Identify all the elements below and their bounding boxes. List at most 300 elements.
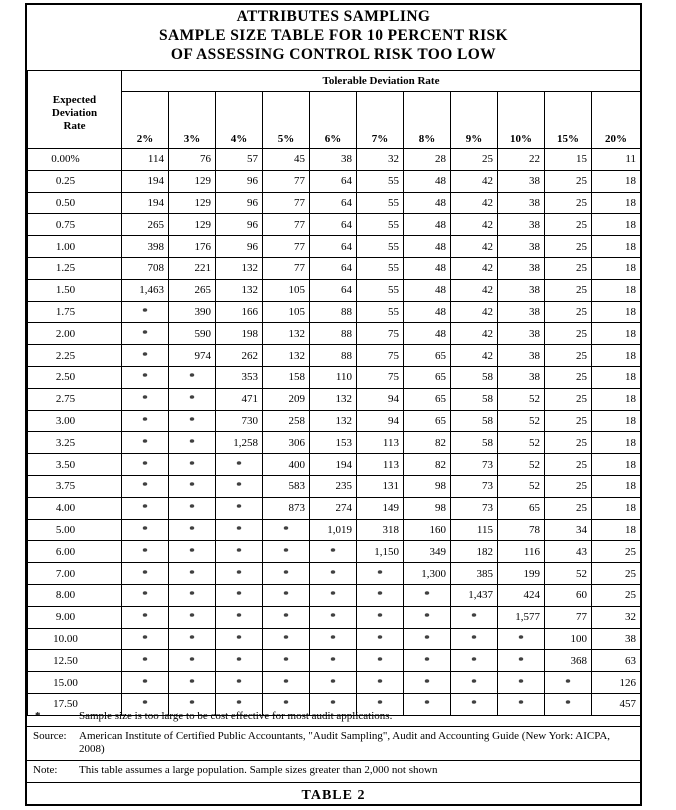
table-row — [28, 519, 641, 541]
sample-size-cell: 368 — [545, 650, 592, 672]
sample-size-cell: 25 — [545, 454, 592, 476]
sample-size-cell: * — [404, 693, 451, 715]
table-row — [28, 563, 641, 585]
table-body — [28, 149, 641, 716]
sample-size-cell: 113 — [357, 454, 404, 476]
sample-size-cell: 75 — [357, 345, 404, 367]
sample-size-cell: 34 — [545, 519, 592, 541]
sample-size-cell: * — [122, 628, 169, 650]
sample-size-cell: 131 — [357, 475, 404, 497]
sample-size-cell: 77 — [263, 192, 310, 214]
row-header-line: Rate — [63, 119, 86, 132]
sample-size-cell: 274 — [310, 497, 357, 519]
sample-size-cell: 182 — [451, 541, 498, 563]
sample-size-cell: 18 — [592, 454, 641, 476]
deviation-rate-cell: 1.50 — [28, 279, 122, 301]
sample-size-cell: 160 — [404, 519, 451, 541]
sample-size-cell: 199 — [498, 563, 545, 585]
sample-size-cell: 265 — [122, 214, 169, 236]
sample-size-cell: 18 — [592, 410, 641, 432]
sample-size-cell: * — [310, 563, 357, 585]
sample-size-cell: 55 — [357, 236, 404, 258]
sample-size-cell: * — [310, 650, 357, 672]
row-header-line: Deviation — [51, 106, 98, 119]
sample-size-cell: 65 — [404, 410, 451, 432]
title-line-2: SAMPLE SIZE TABLE FOR 10 PERCENT RISK — [159, 27, 508, 44]
sample-size-cell: * — [404, 606, 451, 628]
sample-size-cell: 55 — [357, 257, 404, 279]
deviation-rate-cell: 3.75 — [28, 475, 122, 497]
sample-size-cell: 38 — [498, 345, 545, 367]
sample-size-cell: 25 — [545, 388, 592, 410]
sample-size-cell: 98 — [404, 497, 451, 519]
sample-size-cell: 194 — [122, 192, 169, 214]
band-blank-cell — [28, 71, 122, 92]
sample-size-cell: 42 — [451, 192, 498, 214]
row-header-line: Expected — [52, 93, 97, 106]
sample-size-cell: 55 — [357, 192, 404, 214]
sample-size-cell: * — [263, 541, 310, 563]
sample-size-cell: 1,258 — [216, 432, 263, 454]
asterisk-text: Sample size is too large to be cost effective for most audit applications. — [79, 710, 393, 722]
sample-size-cell: * — [310, 628, 357, 650]
table-row — [28, 279, 641, 301]
asterisk-key: * — [35, 710, 41, 722]
sample-size-cell: 48 — [404, 170, 451, 192]
sample-size-cell: * — [498, 672, 545, 694]
sample-size-cell: * — [263, 650, 310, 672]
sample-size-cell: 194 — [122, 170, 169, 192]
table-label: TABLE 2 — [301, 788, 366, 803]
sample-size-cell: 398 — [122, 236, 169, 258]
sample-size-cell: 55 — [357, 279, 404, 301]
sample-size-cell: 42 — [451, 236, 498, 258]
sample-size-cell: * — [216, 606, 263, 628]
sample-size-cell: 114 — [122, 149, 169, 171]
sample-size-cell: 38 — [498, 323, 545, 345]
sample-size-cell: * — [451, 650, 498, 672]
sample-size-cell: 96 — [216, 192, 263, 214]
sample-size-cell: 82 — [404, 454, 451, 476]
table-row — [28, 650, 641, 672]
sample-size-cell: 110 — [310, 366, 357, 388]
sample-size-cell: 25 — [592, 563, 641, 585]
sample-size-cell: * — [122, 650, 169, 672]
sample-size-cell: * — [122, 606, 169, 628]
sample-size-cell: 48 — [404, 236, 451, 258]
sample-size-cell: 73 — [451, 454, 498, 476]
sample-size-cell: * — [122, 672, 169, 694]
sample-size-cell: * — [122, 475, 169, 497]
sample-size-cell: * — [216, 693, 263, 715]
sample-size-cell: 55 — [357, 214, 404, 236]
sample-size-cell: 129 — [169, 170, 216, 192]
sample-size-cell: * — [357, 672, 404, 694]
sample-size-cell: 1,463 — [122, 279, 169, 301]
sample-size-cell: * — [498, 628, 545, 650]
sample-size-cell: 52 — [498, 454, 545, 476]
sample-size-cell: 262 — [216, 345, 263, 367]
sample-size-cell: 11 — [592, 149, 641, 171]
sample-size-cell: 1,300 — [404, 563, 451, 585]
sample-size-cell: 82 — [404, 432, 451, 454]
sample-size-cell: * — [169, 628, 216, 650]
sample-size-cell: * — [216, 519, 263, 541]
sample-size-cell: 42 — [451, 301, 498, 323]
sample-size-cell: 18 — [592, 475, 641, 497]
sample-size-cell: * — [122, 366, 169, 388]
sample-size-cell: 42 — [451, 214, 498, 236]
sample-size-cell: 209 — [263, 388, 310, 410]
sample-size-cell: 43 — [545, 541, 592, 563]
table-row — [28, 541, 641, 563]
sample-size-cell: * — [357, 606, 404, 628]
sample-size-cell: 38 — [498, 279, 545, 301]
sample-size-cell: 113 — [357, 432, 404, 454]
deviation-rate-cell: 12.50 — [28, 650, 122, 672]
sample-size-cell: 25 — [545, 410, 592, 432]
sample-size-cell: 25 — [545, 214, 592, 236]
sample-size-cell: 63 — [592, 650, 641, 672]
sample-size-cell: 25 — [545, 236, 592, 258]
sample-size-cell: 390 — [169, 301, 216, 323]
sample-size-cell: * — [404, 650, 451, 672]
sample-size-cell: 1,437 — [451, 584, 498, 606]
note-footnote — [27, 761, 640, 783]
sample-size-cell: 48 — [404, 192, 451, 214]
sample-size-cell: * — [169, 650, 216, 672]
sample-size-cell: 105 — [263, 301, 310, 323]
sample-size-cell: 15 — [545, 149, 592, 171]
sample-size-cell: * — [216, 628, 263, 650]
sample-size-cell: 73 — [451, 475, 498, 497]
sample-size-cell: 98 — [404, 475, 451, 497]
sample-size-cell: 55 — [357, 170, 404, 192]
sample-size-cell: 42 — [451, 170, 498, 192]
sample-size-cell: 64 — [310, 192, 357, 214]
sample-size-cell: 58 — [451, 410, 498, 432]
sample-size-cell: * — [122, 584, 169, 606]
column-header: 7% — [357, 92, 404, 149]
sample-size-cell: 132 — [216, 257, 263, 279]
sample-size-cell: 64 — [310, 236, 357, 258]
sample-size-cell: 730 — [216, 410, 263, 432]
sample-size-cell: 32 — [592, 606, 641, 628]
sample-size-cell: * — [310, 693, 357, 715]
sample-size-cell: * — [169, 475, 216, 497]
sample-size-cell: * — [357, 650, 404, 672]
sample-size-cell: 94 — [357, 410, 404, 432]
table-row — [28, 170, 641, 192]
sample-size-cell: 100 — [545, 628, 592, 650]
sample-size-cell: * — [498, 650, 545, 672]
sample-size-cell: 38 — [498, 301, 545, 323]
column-header: 8% — [404, 92, 451, 149]
note-key: Note: — [33, 764, 58, 776]
sample-size-cell: * — [451, 672, 498, 694]
sample-size-cell: 25 — [545, 170, 592, 192]
deviation-rate-cell: 2.00 — [28, 323, 122, 345]
sample-size-cell: 77 — [263, 236, 310, 258]
column-header-row — [28, 92, 641, 149]
sample-size-cell: 25 — [545, 345, 592, 367]
sample-size-cell: 25 — [545, 475, 592, 497]
sample-size-cell: 65 — [404, 388, 451, 410]
sample-size-cell: 132 — [263, 323, 310, 345]
sample-size-cell: 38 — [498, 192, 545, 214]
sample-size-cell: 73 — [451, 497, 498, 519]
sample-size-cell: 38 — [498, 236, 545, 258]
column-header: 3% — [169, 92, 216, 149]
sample-size-cell: * — [310, 584, 357, 606]
sample-size-cell: * — [263, 672, 310, 694]
sample-size-cell: 48 — [404, 323, 451, 345]
table-row — [28, 672, 641, 694]
sample-size-cell: * — [169, 366, 216, 388]
sample-size-cell: * — [169, 454, 216, 476]
sample-size-cell: * — [357, 693, 404, 715]
deviation-rate-cell: 3.00 — [28, 410, 122, 432]
sample-size-cell: 52 — [545, 563, 592, 585]
sample-size-cell: * — [122, 541, 169, 563]
sample-size-cell: 873 — [263, 497, 310, 519]
sample-size-cell: 42 — [451, 279, 498, 301]
sample-size-cell: * — [263, 606, 310, 628]
sample-size-cell: 126 — [592, 672, 641, 694]
sample-size-cell: 77 — [545, 606, 592, 628]
sample-size-cell: 1,577 — [498, 606, 545, 628]
sample-size-cell: 42 — [451, 345, 498, 367]
sample-size-cell: 221 — [169, 257, 216, 279]
sample-size-cell: 45 — [263, 149, 310, 171]
sample-size-cell: * — [169, 519, 216, 541]
deviation-rate-cell: 10.00 — [28, 628, 122, 650]
sample-size-cell: * — [404, 584, 451, 606]
sample-size-cell: 77 — [263, 214, 310, 236]
deviation-rate-cell: 9.00 — [28, 606, 122, 628]
sample-size-cell: 48 — [404, 279, 451, 301]
sample-size-cell: 132 — [216, 279, 263, 301]
table-row — [28, 192, 641, 214]
sample-size-cell: * — [357, 628, 404, 650]
sample-size-cell: 18 — [592, 388, 641, 410]
sample-size-cell: 25 — [451, 149, 498, 171]
sample-size-cell: * — [545, 693, 592, 715]
sample-size-cell: * — [122, 301, 169, 323]
sample-size-cell: 38 — [498, 214, 545, 236]
deviation-rate-cell: 1.25 — [28, 257, 122, 279]
sample-size-cell: 28 — [404, 149, 451, 171]
note-text: This table assumes a large population. Sample sizes greater than 2,000 not shown — [79, 764, 438, 776]
sample-size-cell: 22 — [498, 149, 545, 171]
sample-size-cell: 708 — [122, 257, 169, 279]
sample-size-cell: 349 — [404, 541, 451, 563]
sample-size-cell: 65 — [498, 497, 545, 519]
sample-size-cell: * — [169, 563, 216, 585]
sample-size-cell: * — [263, 563, 310, 585]
sample-size-cell: 471 — [216, 388, 263, 410]
column-header: 20% — [592, 92, 641, 149]
sample-size-cell: * — [451, 693, 498, 715]
column-header: 9% — [451, 92, 498, 149]
deviation-rate-cell: 0.75 — [28, 214, 122, 236]
sample-size-cell: 18 — [592, 519, 641, 541]
deviation-rate-cell: 6.00 — [28, 541, 122, 563]
sample-size-cell: 400 — [263, 454, 310, 476]
sample-size-cell: 18 — [592, 192, 641, 214]
sample-size-cell: 1,150 — [357, 541, 404, 563]
sample-size-cell: 25 — [545, 279, 592, 301]
table-row — [28, 475, 641, 497]
sample-size-cell: 52 — [498, 432, 545, 454]
sample-size-cell: 18 — [592, 323, 641, 345]
sample-size-cell: 457 — [592, 693, 641, 715]
table-row — [28, 388, 641, 410]
sample-size-cell: 18 — [592, 257, 641, 279]
table-row — [28, 257, 641, 279]
deviation-rate-cell: 0.00% — [28, 149, 122, 171]
title-line-1: ATTRIBUTES SAMPLING — [236, 8, 431, 25]
table-row — [28, 454, 641, 476]
sample-size-cell: 75 — [357, 366, 404, 388]
deviation-rate-cell: 2.50 — [28, 366, 122, 388]
sample-size-cell: 18 — [592, 366, 641, 388]
table-row — [28, 214, 641, 236]
sample-size-cell: 18 — [592, 345, 641, 367]
sample-size-cell: * — [263, 519, 310, 541]
sample-size-cell: * — [169, 497, 216, 519]
sample-size-cell: * — [216, 475, 263, 497]
sample-size-cell: * — [216, 541, 263, 563]
sample-size-cell: 77 — [263, 170, 310, 192]
sample-size-cell: 318 — [357, 519, 404, 541]
sample-size-cell: 105 — [263, 279, 310, 301]
sample-size-cell: 153 — [310, 432, 357, 454]
sample-size-cell: 88 — [310, 323, 357, 345]
sample-size-cell: * — [122, 410, 169, 432]
column-header: 2% — [122, 92, 169, 149]
sample-size-cell: 77 — [263, 257, 310, 279]
sample-size-cell: 42 — [451, 323, 498, 345]
sample-size-table — [27, 70, 641, 716]
sample-size-cell: * — [216, 672, 263, 694]
sample-size-cell: 65 — [404, 366, 451, 388]
sample-size-cell: 25 — [545, 366, 592, 388]
sample-size-cell: 38 — [498, 366, 545, 388]
sample-size-cell: 25 — [545, 432, 592, 454]
source-text: American Institute of Certified Public Accountants, "Audit Sampling", Audit and Accounting Guide (New York: AICPA, 2008) — [79, 730, 611, 755]
sample-size-cell: 75 — [357, 323, 404, 345]
tolerable-rate-header: Tolerable Deviation Rate — [122, 71, 641, 92]
title-line-3: OF ASSESSING CONTROL RISK TOO LOW — [170, 46, 497, 63]
deviation-rate-cell: 1.75 — [28, 301, 122, 323]
sample-size-cell: * — [169, 584, 216, 606]
sample-size-cell: * — [122, 432, 169, 454]
table-row — [28, 497, 641, 519]
sample-size-cell: 65 — [404, 345, 451, 367]
sample-size-cell: * — [169, 606, 216, 628]
sample-size-cell: * — [545, 672, 592, 694]
sample-size-cell: * — [498, 693, 545, 715]
sample-size-cell: 18 — [592, 170, 641, 192]
document-frame — [25, 3, 642, 806]
sample-size-cell: * — [169, 541, 216, 563]
sample-size-cell: 76 — [169, 149, 216, 171]
sample-size-cell: 96 — [216, 214, 263, 236]
sample-size-cell: 18 — [592, 432, 641, 454]
sample-size-cell: * — [310, 672, 357, 694]
sample-size-cell: 38 — [498, 170, 545, 192]
sample-size-cell: 25 — [592, 541, 641, 563]
source-key: Source: — [33, 730, 67, 742]
document-title — [27, 7, 640, 64]
sample-size-cell: 158 — [263, 366, 310, 388]
column-header: 15% — [545, 92, 592, 149]
sample-size-cell: * — [404, 628, 451, 650]
sample-size-cell: 32 — [357, 149, 404, 171]
sample-size-cell: * — [122, 563, 169, 585]
sample-size-cell: 25 — [545, 323, 592, 345]
sample-size-cell: 58 — [451, 388, 498, 410]
sample-size-cell: 58 — [451, 366, 498, 388]
table-row — [28, 410, 641, 432]
column-header: 4% — [216, 92, 263, 149]
deviation-rate-cell: 8.00 — [28, 584, 122, 606]
sample-size-cell: * — [216, 497, 263, 519]
sample-size-cell: * — [451, 628, 498, 650]
sample-size-cell: * — [263, 693, 310, 715]
sample-size-cell: 48 — [404, 257, 451, 279]
sample-size-cell: 58 — [451, 432, 498, 454]
sample-size-cell: * — [216, 454, 263, 476]
table-row — [28, 432, 641, 454]
expected-rate-header — [28, 92, 122, 149]
sample-size-cell: 18 — [592, 236, 641, 258]
deviation-rate-cell: 7.00 — [28, 563, 122, 585]
sample-size-cell: * — [216, 650, 263, 672]
sample-size-cell: 115 — [451, 519, 498, 541]
sample-size-cell: * — [122, 388, 169, 410]
sample-size-cell: * — [404, 672, 451, 694]
sample-size-cell: 55 — [357, 301, 404, 323]
sample-size-cell: 52 — [498, 388, 545, 410]
sample-size-cell: 25 — [545, 192, 592, 214]
sample-size-cell: 132 — [263, 345, 310, 367]
sample-size-cell: 64 — [310, 214, 357, 236]
sample-size-cell: 96 — [216, 170, 263, 192]
sample-size-cell: 52 — [498, 475, 545, 497]
sample-size-cell: 88 — [310, 301, 357, 323]
table-row — [28, 628, 641, 650]
sample-size-cell: 149 — [357, 497, 404, 519]
sample-size-cell: 64 — [310, 257, 357, 279]
sample-size-cell: * — [122, 454, 169, 476]
deviation-rate-cell: 2.25 — [28, 345, 122, 367]
sample-size-cell: 64 — [310, 279, 357, 301]
deviation-rate-cell: 15.00 — [28, 672, 122, 694]
sample-size-cell: * — [122, 323, 169, 345]
sample-size-cell: 18 — [592, 497, 641, 519]
deviation-rate-cell: 3.25 — [28, 432, 122, 454]
sample-size-cell: * — [169, 388, 216, 410]
sample-size-cell: 57 — [216, 149, 263, 171]
column-header: 6% — [310, 92, 357, 149]
sample-size-cell: 96 — [216, 236, 263, 258]
sample-size-cell: * — [263, 628, 310, 650]
deviation-rate-cell: 17.50 — [28, 693, 122, 715]
deviation-rate-cell: 0.50 — [28, 192, 122, 214]
sample-size-cell: * — [122, 693, 169, 715]
